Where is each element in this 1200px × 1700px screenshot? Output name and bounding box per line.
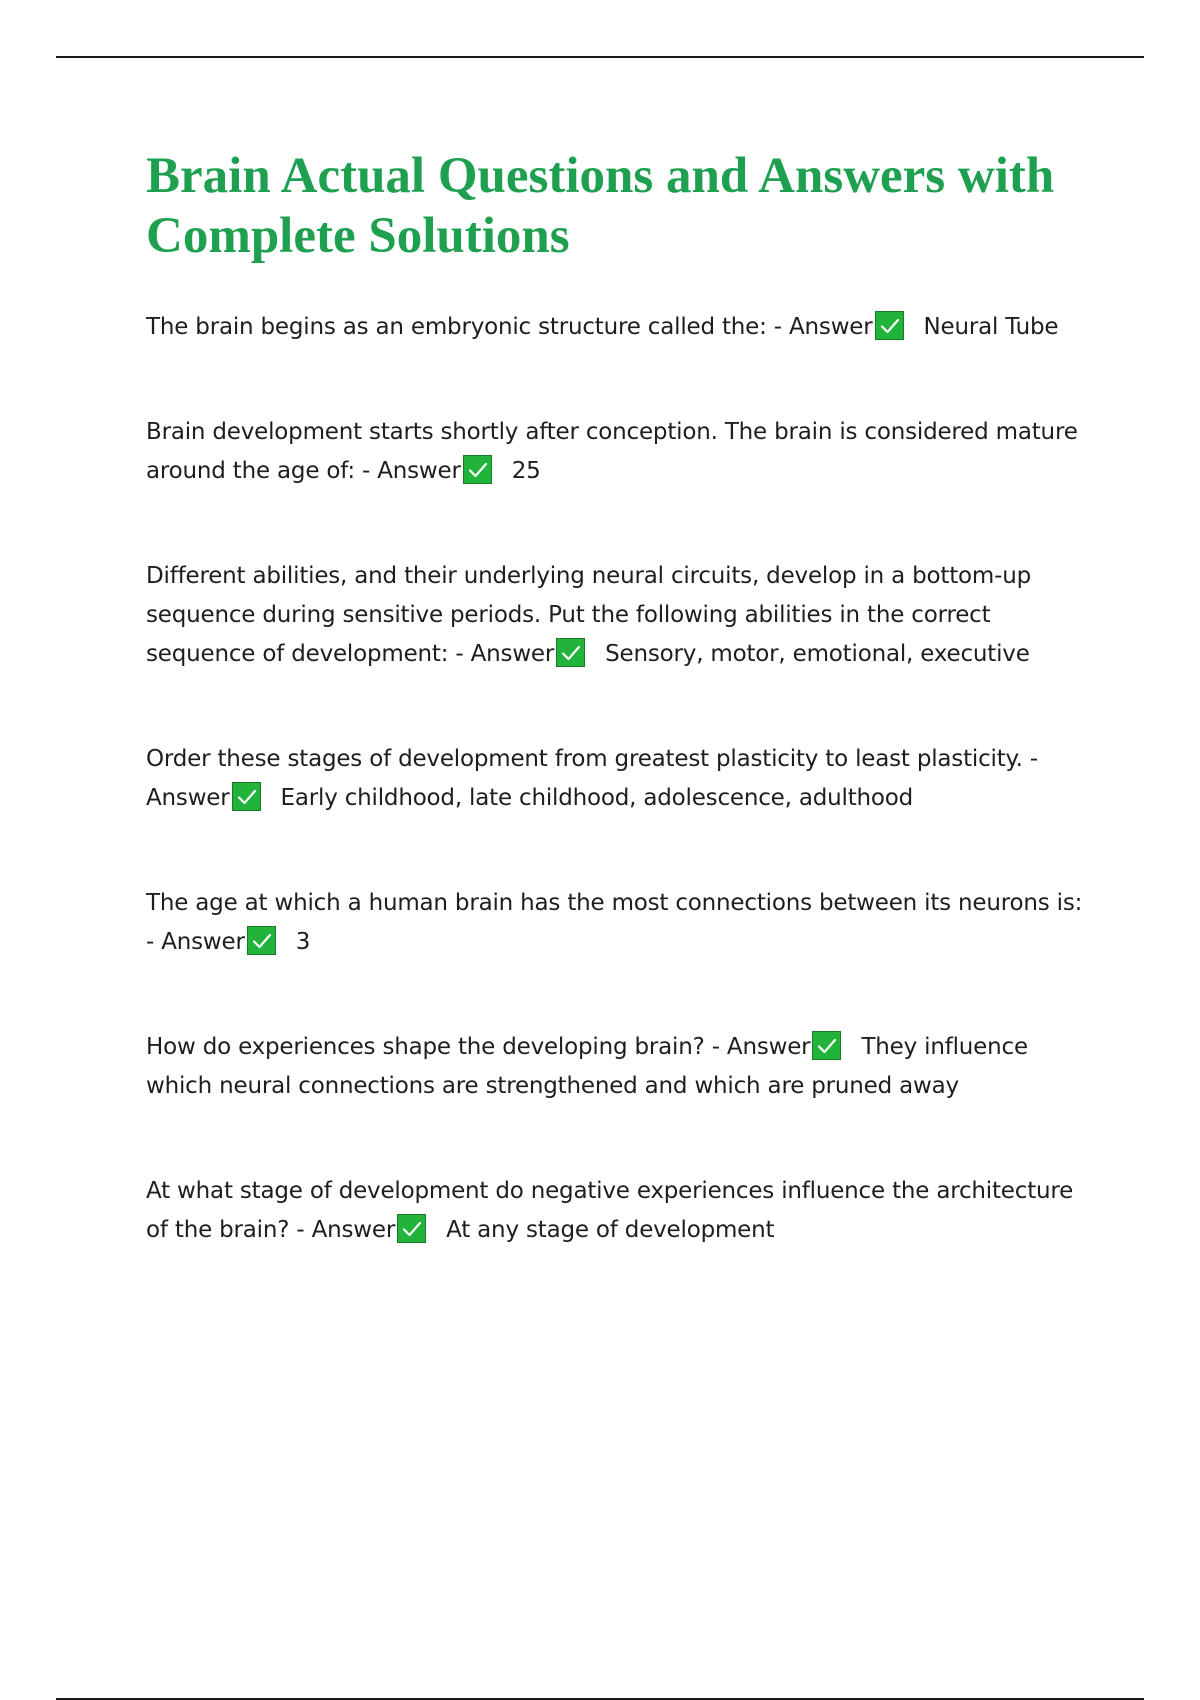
qa-item <box>146 740 1096 818</box>
qa-item <box>146 308 1096 347</box>
qa-item <box>146 884 1096 962</box>
check-mark-icon <box>463 455 492 484</box>
qa-item <box>146 1172 1096 1250</box>
answer-text: 25 <box>511 458 541 484</box>
check-mark-icon <box>812 1031 841 1060</box>
qa-item <box>146 557 1096 674</box>
check-mark-icon <box>875 311 904 340</box>
question-text: The age at which a human brain has the most connections between its neurons is: - Answer <box>146 890 1083 955</box>
check-mark-icon <box>556 638 585 667</box>
question-text: The brain begins as an embryonic structure called the: - Answer <box>146 314 873 340</box>
top-rule <box>56 56 1144 58</box>
question-text: Brain development starts shortly after conception. The brain is considered mature around the age of: - Answer <box>146 419 1078 484</box>
question-text: Different abilities, and their underlying neural circuits, develop in a bottom-up sequence during sensitive periods. Put the following abilities in the correct sequence of development: - Answer <box>146 563 1032 667</box>
question-text: At what stage of development do negative experiences influence the architecture of the brain? - Answer <box>146 1178 1074 1243</box>
answer-text: Sensory, motor, emotional, executive <box>605 641 1030 667</box>
document-title: Brain Actual Questions and Answers with Complete Solutions <box>146 148 1055 264</box>
question-text: How do experiences shape the developing brain? - Answer <box>146 1034 811 1060</box>
document-body <box>146 146 1096 1316</box>
check-mark-icon <box>397 1214 426 1243</box>
check-mark-icon <box>232 782 261 811</box>
answer-text: They influence which neural connections are strengthened and which are pruned away <box>146 1034 1028 1099</box>
qa-item <box>146 1028 1096 1106</box>
answer-text: At any stage of development <box>446 1217 775 1243</box>
answer-text: Neural Tube <box>923 314 1059 340</box>
question-text: Order these stages of development from greatest plasticity to least plasticity. - Answer <box>146 746 1039 811</box>
qa-list <box>146 308 1096 1250</box>
answer-text: 3 <box>295 929 311 955</box>
qa-item <box>146 413 1096 491</box>
check-mark-icon <box>247 926 276 955</box>
answer-text: Early childhood, late childhood, adolescence, adulthood <box>280 785 914 811</box>
